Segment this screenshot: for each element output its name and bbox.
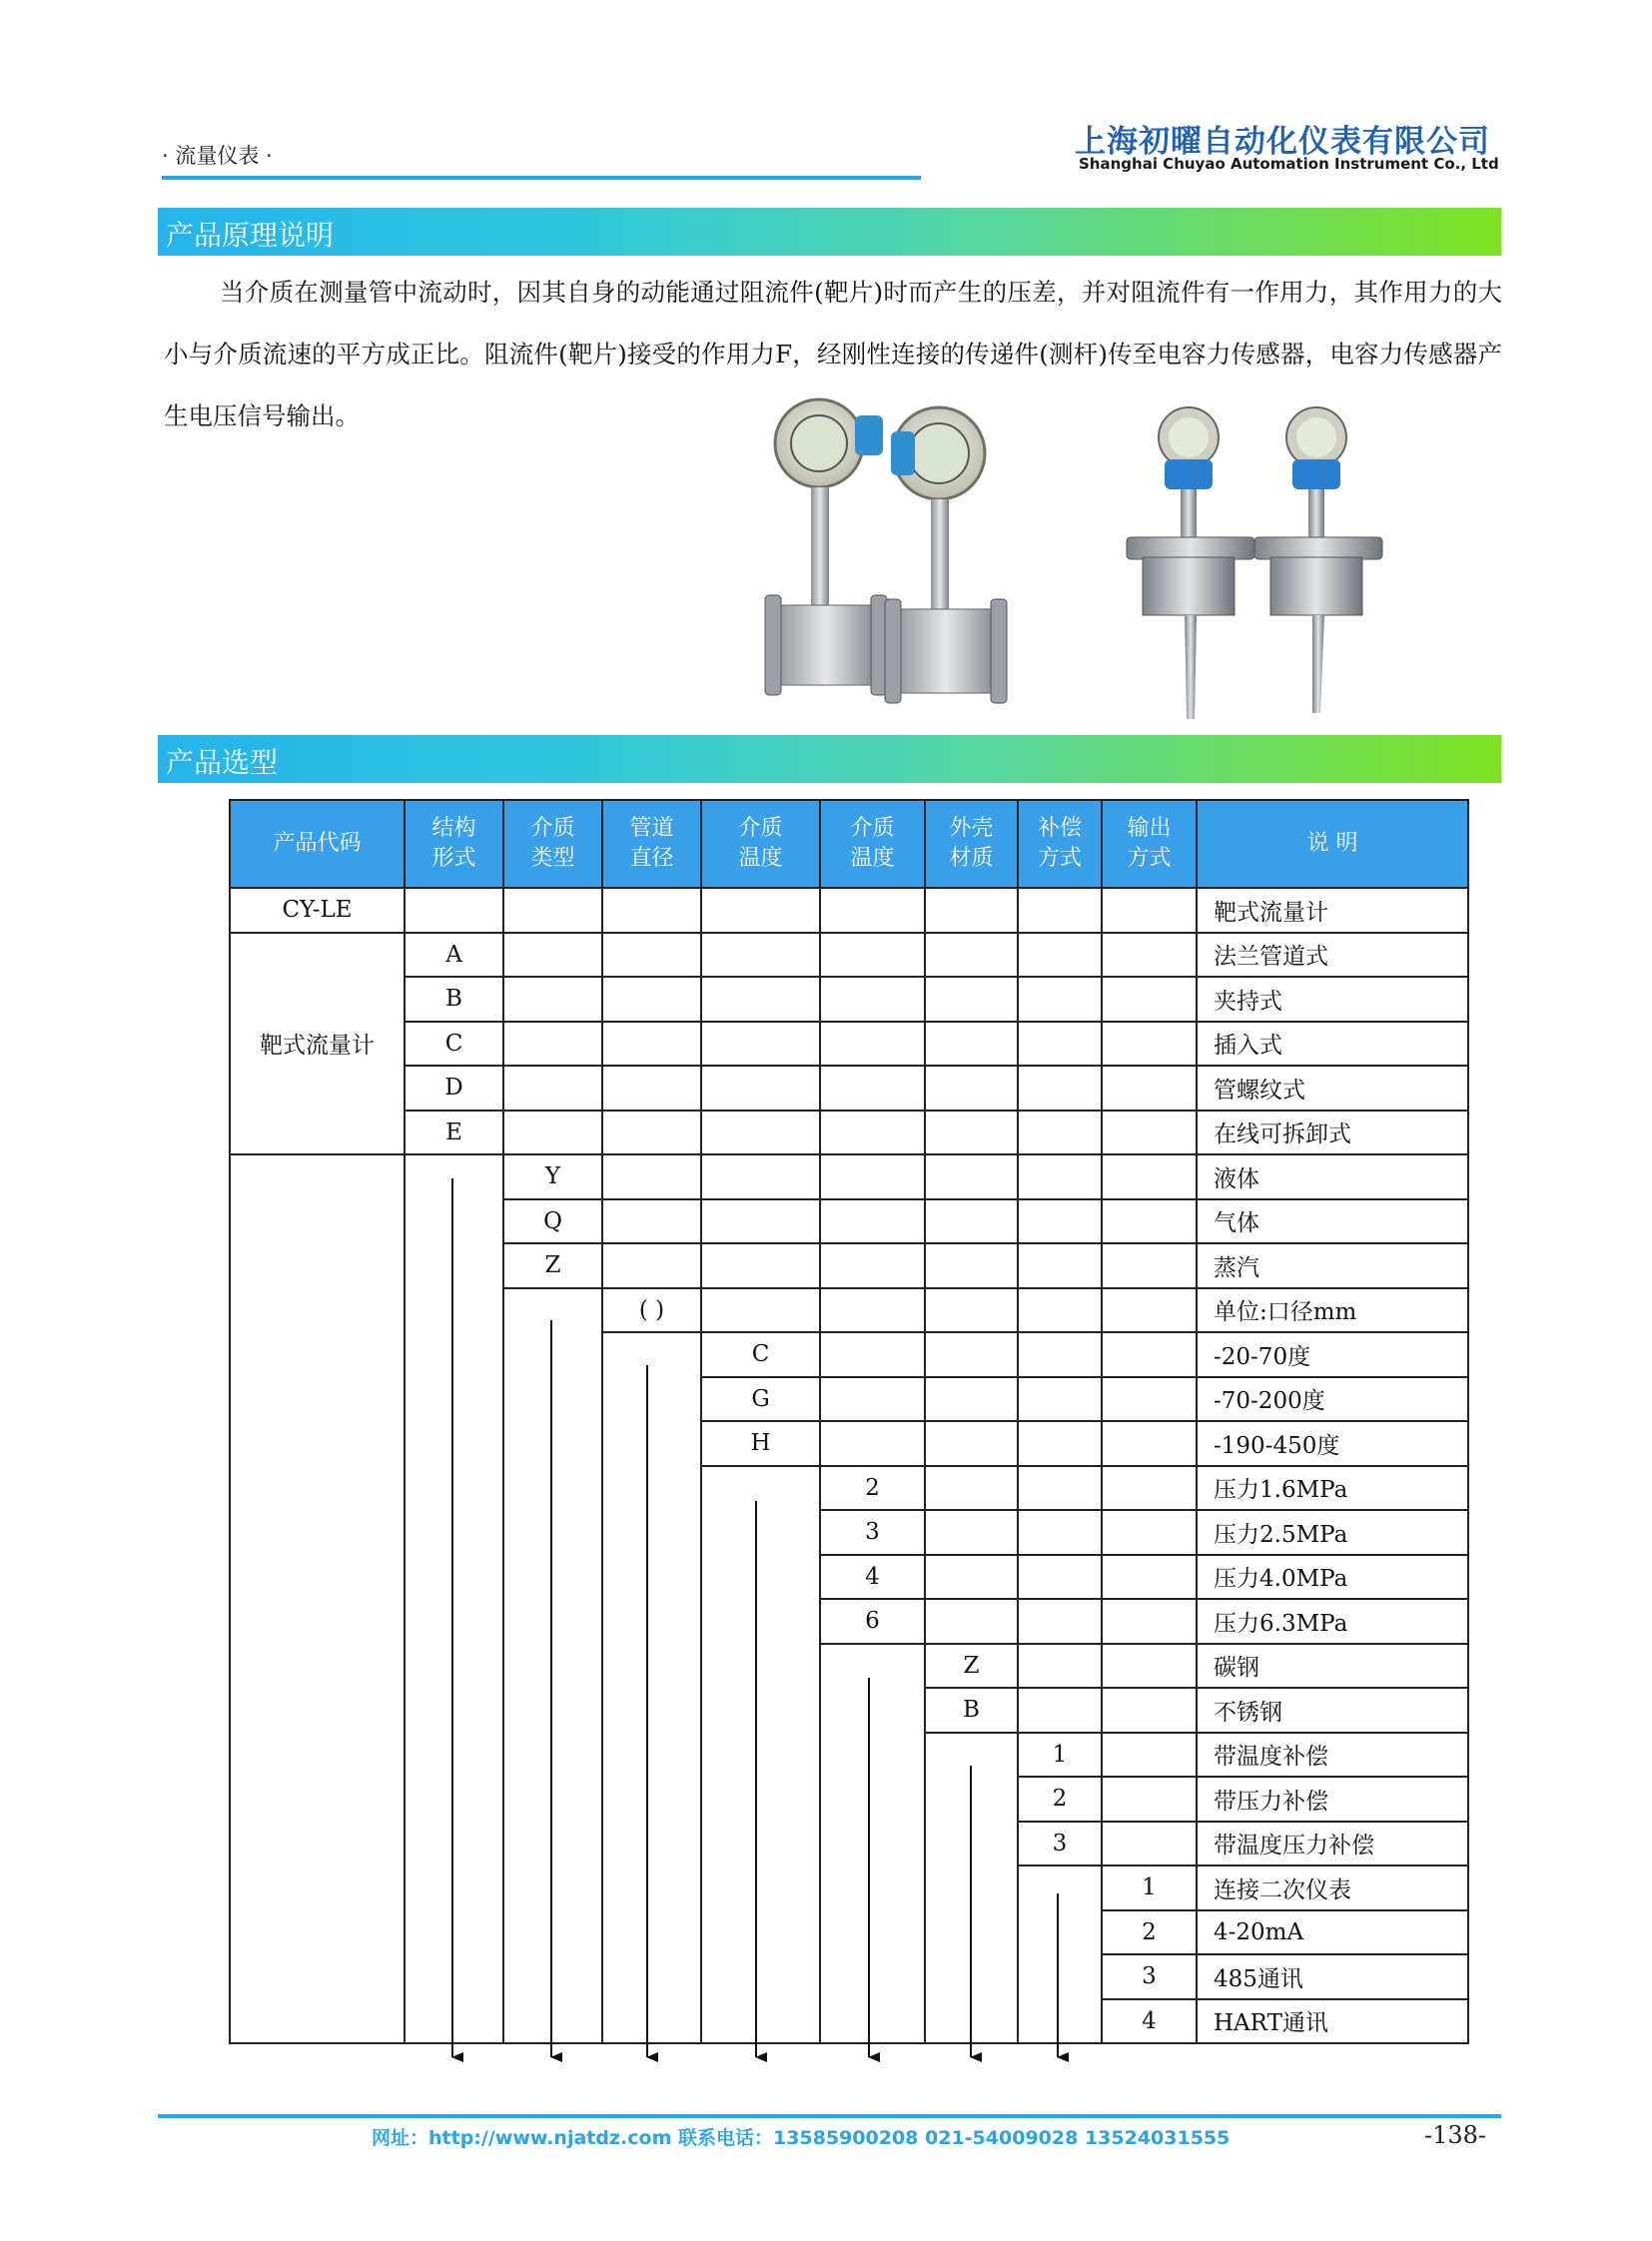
structure-code: D — [405, 1066, 503, 1111]
temp-desc: -20-70度 — [1197, 1332, 1468, 1377]
output-desc: 485通讯 — [1197, 1954, 1468, 1999]
structure-desc: 管螺纹式 — [1197, 1066, 1468, 1111]
compensation-desc: 带压力补偿 — [1197, 1777, 1468, 1822]
housing-code: B — [925, 1688, 1018, 1733]
header-divider — [162, 176, 921, 180]
housing-desc: 不锈钢 — [1197, 1688, 1468, 1733]
principle-paragraph: 当介质在测量管中流动时，因其自身的动能通过阻流件(靶片)时而产生的压差，并对阻流件有一作用力，其作用力的大小与介质流速的平方成正比。阻流件(靶片)接受的作用力F，经刚性连接的传递件(测杆)传至电容力传感器，电容力传感器产生电压信号输出。 — [164, 278, 1502, 430]
medium-desc: 气体 — [1197, 1199, 1468, 1244]
compensation-desc: 带温度补偿 — [1197, 1733, 1468, 1778]
header-medium: 介质 类型 — [503, 800, 602, 888]
output-code: 4 — [1102, 1999, 1197, 2044]
diameter-code: ( ) — [602, 1288, 701, 1333]
header-note: 说 明 — [1197, 800, 1468, 888]
model-code: CY-LE — [230, 888, 405, 933]
table-row — [230, 1066, 1468, 1111]
temp-code: C — [701, 1332, 820, 1377]
header-diameter: 管道 直径 — [602, 800, 701, 888]
structure-desc: 在线可拆卸式 — [1197, 1111, 1468, 1155]
structure-desc: 法兰管道式 — [1197, 933, 1468, 978]
compensation-code: 1 — [1018, 1733, 1102, 1778]
structure-arrow-col — [405, 1154, 503, 2043]
structure-code: E — [405, 1111, 503, 1155]
medium-desc: 蒸汽 — [1197, 1243, 1468, 1288]
section-principle-bar — [158, 208, 1501, 256]
pressure-desc: 压力4.0MPa — [1197, 1555, 1468, 1600]
pressure-code: 4 — [820, 1555, 925, 1600]
section-principle-title: 产品原理说明 — [166, 219, 335, 252]
pressure-code: 6 — [820, 1599, 925, 1644]
medium-code: Z — [503, 1243, 602, 1288]
housing-arrow-col — [925, 1733, 1018, 2044]
header-housing: 外壳 材质 — [925, 800, 1018, 888]
table-row — [230, 1022, 1468, 1067]
page-number: -138- — [1424, 2121, 1487, 2149]
compensation-desc: 带温度压力补偿 — [1197, 1822, 1468, 1867]
pressure-desc: 压力2.5MPa — [1197, 1510, 1468, 1555]
output-code: 1 — [1102, 1866, 1197, 1910]
pressure-code: 3 — [820, 1510, 925, 1555]
structure-code: C — [405, 1022, 503, 1067]
table-row — [230, 977, 1468, 1022]
table-row — [230, 1154, 1468, 1199]
temp-arrow-col — [701, 1466, 820, 2044]
structure-desc: 夹持式 — [1197, 977, 1468, 1022]
medium-arrow-col — [503, 1288, 602, 2044]
selection-table — [229, 799, 1469, 2044]
type-label: 靶式流量计 — [230, 933, 405, 1155]
company-name-en: Shanghai Chuyao Automation Instrument Co., Ltd — [1079, 155, 1499, 173]
output-desc: HART通讯 — [1197, 1999, 1468, 2044]
temp-code: H — [701, 1421, 820, 1466]
compensation-code: 3 — [1018, 1822, 1102, 1867]
pressure-desc: 压力1.6MPa — [1197, 1466, 1468, 1511]
medium-desc: 液体 — [1197, 1154, 1468, 1199]
medium-code: Q — [503, 1199, 602, 1244]
header-output: 输出 方式 — [1102, 800, 1197, 888]
output-desc: 连接二次仪表 — [1197, 1866, 1468, 1910]
insertion-meter-photo — [1117, 401, 1388, 723]
structure-code: A — [405, 933, 503, 978]
output-desc: 4-20mA — [1197, 1910, 1468, 1955]
header-temperature: 介质 温度 — [701, 800, 820, 888]
pressure-desc: 压力6.3MPa — [1197, 1599, 1468, 1644]
compensation-arrow-col — [1018, 1866, 1102, 2043]
section-selection-title: 产品选型 — [166, 746, 279, 779]
structure-desc: 插入式 — [1197, 1022, 1468, 1067]
diameter-desc: 单位:口径mm — [1197, 1288, 1468, 1333]
header-compensation: 补偿 方式 — [1018, 800, 1102, 888]
table-row — [230, 933, 1468, 978]
diameter-arrow-col — [602, 1332, 701, 2043]
pressure-arrow-col — [820, 1644, 925, 2044]
output-code: 2 — [1102, 1910, 1197, 1955]
table-row — [230, 888, 1468, 933]
temp-desc: -70-200度 — [1197, 1377, 1468, 1422]
output-code: 3 — [1102, 1954, 1197, 1999]
category-label: · 流量仪表 · — [162, 144, 273, 168]
housing-desc: 碳钢 — [1197, 1644, 1468, 1689]
header-pressure: 介质 温度 — [820, 800, 925, 888]
compensation-code: 2 — [1018, 1777, 1102, 1822]
medium-code: Y — [503, 1154, 602, 1199]
flange-meter-photo — [751, 395, 1021, 715]
section-selection-bar — [158, 735, 1501, 783]
temp-code: G — [701, 1377, 820, 1422]
header-structure: 结构 形式 — [405, 800, 503, 888]
table-row — [230, 1111, 1468, 1155]
structure-code: B — [405, 977, 503, 1022]
header-code: 产品代码 — [230, 800, 405, 888]
company-name-cn: 上海初曜自动化仪表有限公司 — [1075, 124, 1490, 160]
model-desc: 靶式流量计 — [1197, 888, 1468, 933]
pressure-code: 2 — [820, 1466, 925, 1511]
footer-divider — [158, 2114, 1501, 2118]
table-header-row — [230, 800, 1468, 888]
housing-code: Z — [925, 1644, 1018, 1689]
footer-contact: 网址：http://www.njatdz.com 联系电话：13585900208 021-54009028 13524031555 — [372, 2127, 1231, 2149]
temp-desc: -190-450度 — [1197, 1421, 1468, 1466]
